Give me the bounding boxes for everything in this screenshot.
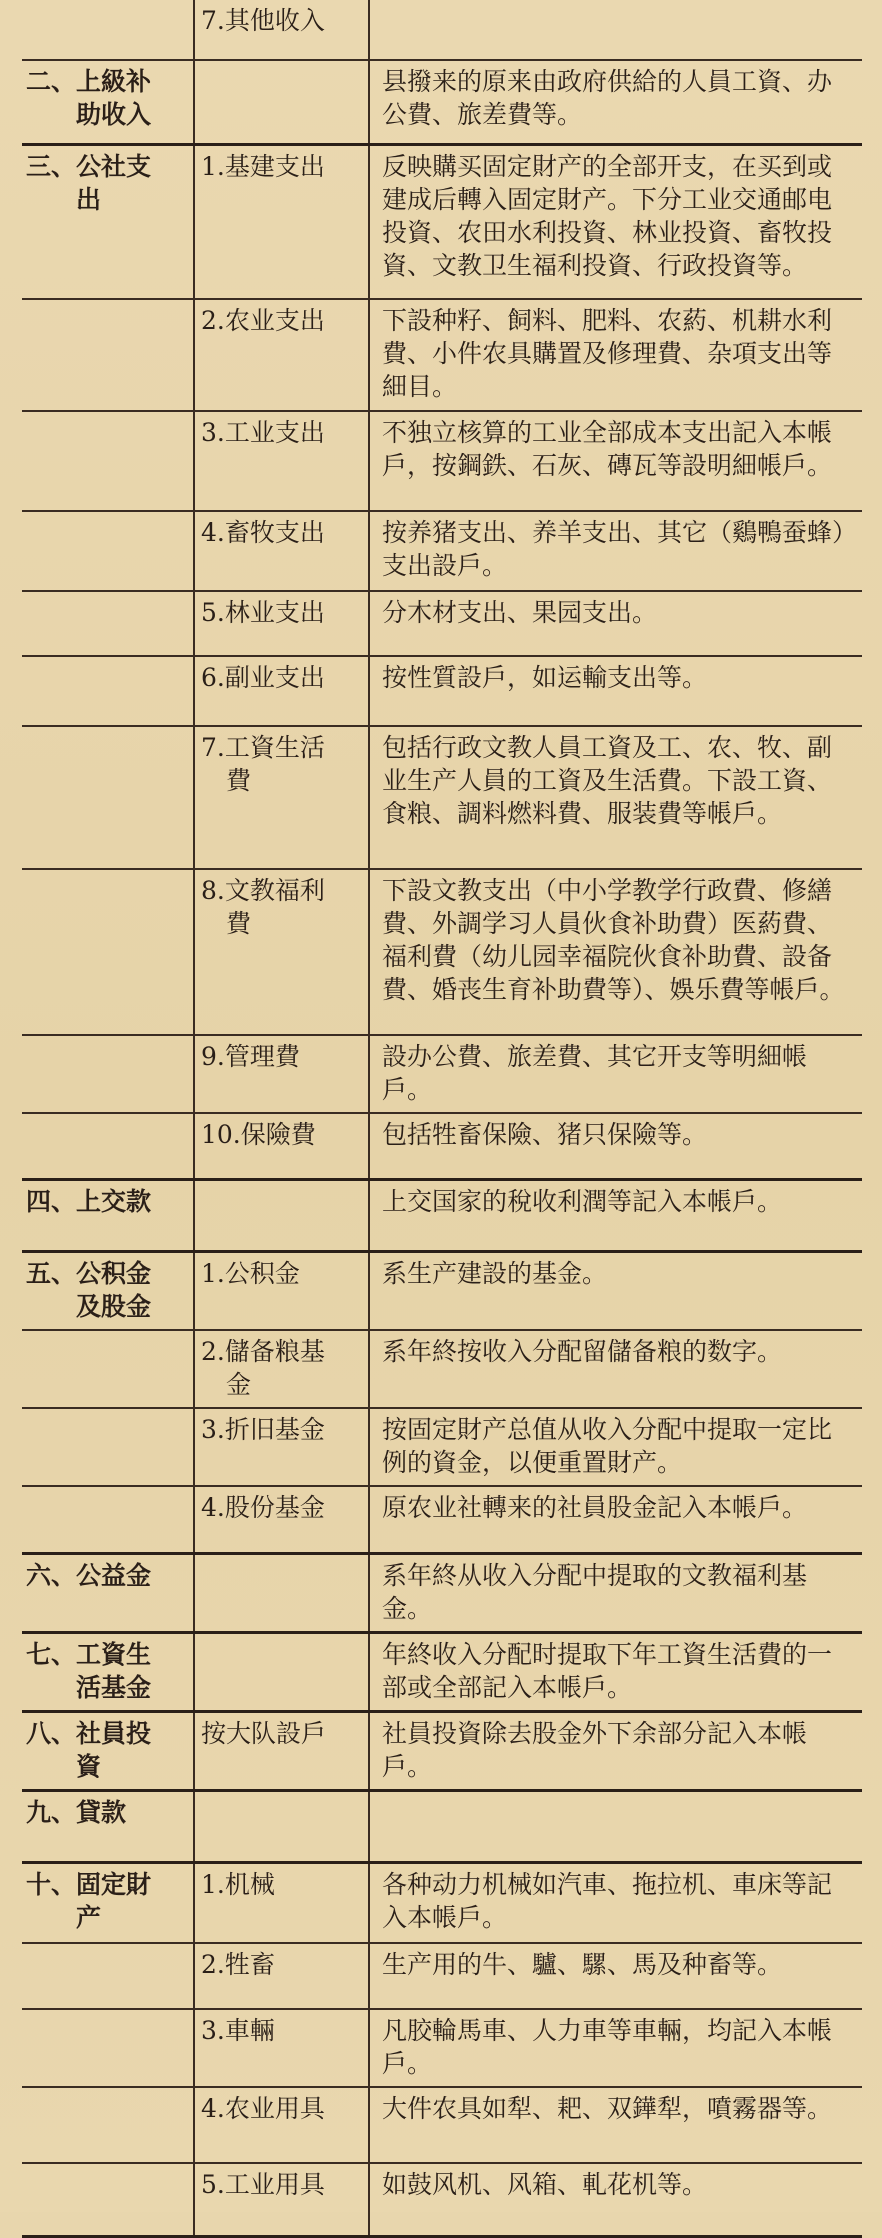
sub-item-name: 2.儲备粮基 金: [201, 1336, 325, 1399]
description: 下設文教支出（中小学教学行政費、修繕費、外調学习人員伙食补助費）医葯費、福利費（幼儿园幸福院伙食补助費、設备費、婚丧生育补助費等）、娛乐費等帳戶。: [382, 876, 845, 1004]
sub-item-name: 按大队設戶: [201, 1719, 327, 1748]
table-row: [22, 1330, 862, 1408]
section-name: 四、上交款: [26, 1186, 152, 1216]
description: 年終收入分配时提取下年工資生活費的一部或全部記入本帳戶。: [382, 1640, 833, 1702]
description: 不独立核算的工业全部成本支出記入本帳戶，按鋼鉄、石灰、磚瓦等設明細帳戶。: [382, 418, 833, 480]
section-name: 三、公社支 出: [26, 151, 152, 214]
section-name: [22, 1331, 193, 1341]
table-row: [22, 60, 862, 144]
section-name: [22, 657, 193, 667]
table-row: [22, 511, 862, 591]
section-name: [22, 592, 193, 602]
sub-item-name: 1.公积金: [201, 1258, 300, 1288]
sub-item-name: 3.車輛: [201, 2015, 275, 2045]
sub-item-name: 9.管理費: [201, 1042, 300, 1071]
description: 生产用的牛、驢、騾、馬及种畜等。: [382, 1949, 783, 1979]
table-row: [22, 299, 862, 411]
description: 凡胶輪馬車、人力車等車輛，均記入本帳戶。: [382, 2015, 833, 2078]
table-row: [22, 1408, 862, 1486]
table-row: [22, 1179, 862, 1251]
table-row: [22, 1035, 862, 1113]
table-row: [22, 1791, 862, 1863]
section-name: [22, 300, 193, 310]
description: 大件农具如犁、耙、双鏵犁，噴霧器等。: [382, 2093, 833, 2123]
table-row: [22, 591, 862, 656]
section-name: 十、固定財 产: [26, 1870, 152, 1932]
section-name: [22, 727, 193, 737]
section-name: [22, 0, 193, 10]
section-name: [22, 412, 193, 422]
section-name: [22, 2088, 193, 2098]
table-row: [22, 0, 862, 60]
table-row: [22, 411, 862, 511]
section-name: 二、上級补 助收入: [26, 67, 152, 129]
sub-item-name: [195, 1555, 368, 1565]
description: 包括牲畜保險、猪只保險等。: [382, 1120, 708, 1149]
sub-item-name: 8.文教福利 費: [201, 876, 325, 938]
description: [370, 0, 862, 10]
sub-item-name: 1.机械: [201, 1870, 275, 1899]
section-name: [22, 1114, 193, 1124]
table-row: [22, 1486, 862, 1554]
description: 包括行政文教人員工資及工、农、牧、副业生产人員的工資及生活費。下設工資、食粮、調料燃料費、服装費等帳戶。: [382, 733, 833, 828]
description: 設办公費、旅差費、其它开支等明細帳戶。: [382, 1042, 808, 1104]
sub-item-name: 2.牲畜: [201, 1949, 275, 1979]
description: 各种动力机械如汽車、拖拉机、車床等記入本帳戶。: [382, 1870, 833, 1932]
section-name: 六、公益金: [26, 1561, 152, 1590]
table-row: [22, 1554, 862, 1633]
sub-item-name: 3.折旧基金: [201, 1414, 325, 1444]
sub-item-name: 5.工业用具: [201, 2169, 325, 2199]
section-name: 八、社員投 資: [26, 1719, 152, 1781]
section-name: [22, 1409, 193, 1419]
table-row: [22, 144, 862, 299]
description: 如鼓风机、风箱、軋花机等。: [382, 2169, 708, 2199]
table-row: [22, 656, 862, 726]
account-table-body: [22, 0, 862, 2237]
description: 系生产建設的基金。: [382, 1258, 608, 1288]
description: 原农业社轉来的社員股金記入本帳戶。: [382, 1492, 808, 1522]
description: 上交国家的稅收利潤等記入本帳戶。: [382, 1186, 783, 1216]
table-row: [22, 1251, 862, 1330]
description: 按养猪支出、养羊支出、其它（鷄鴨蚕蜂）支出設戶。: [382, 518, 845, 580]
sub-item-name: 4.畜牧支出: [201, 518, 325, 547]
table-row: [22, 2163, 862, 2237]
sub-item-name: 4.股份基金: [201, 1492, 325, 1522]
description: 按固定財产总值从收入分配中提取一定比例的資金，以便重置財产。: [382, 1414, 833, 1477]
section-name: [22, 2010, 193, 2020]
section-name: [22, 512, 193, 522]
section-name: 九、貸款: [26, 1798, 127, 1827]
table-row: [22, 726, 862, 869]
sub-item-name: 10.保險費: [201, 1120, 316, 1149]
table-row: [22, 1712, 862, 1791]
section-name: [22, 870, 193, 880]
table-row: [22, 1863, 862, 1943]
description: 县撥来的原来由政府供給的人員工資、办公費、旅差費等。: [382, 67, 833, 129]
section-name: [22, 1487, 193, 1497]
account-table: [22, 0, 862, 2238]
description: [370, 1792, 862, 1802]
table-row: [22, 2087, 862, 2163]
sub-item-name: 4.农业用具: [201, 2093, 325, 2123]
sub-item-name: 5.林业支出: [201, 598, 325, 627]
sub-item-name: 7.其他收入: [201, 6, 325, 35]
table-row: [22, 1113, 862, 1179]
table-row: [22, 2009, 862, 2087]
sub-item-name: 6.副业支出: [201, 663, 325, 692]
sub-item-name: 1.基建支出: [201, 151, 325, 181]
sub-item-name: 3.工业支出: [201, 418, 325, 447]
section-name: 五、公积金 及股金: [26, 1258, 152, 1321]
section-name: [22, 2164, 193, 2174]
table-row: [22, 869, 862, 1035]
description: 按性質設戶，如运輸支出等。: [382, 663, 708, 692]
sub-item-name: 7.工資生活 費: [201, 733, 325, 795]
section-name: 七、工資生 活基金: [26, 1640, 152, 1702]
sub-item-name: [195, 1181, 368, 1191]
table-row: [22, 1943, 862, 2009]
sub-item-name: [195, 61, 368, 71]
description: 社員投資除去股金外下余部分記入本帳戶。: [382, 1719, 808, 1781]
sub-item-name: [195, 1634, 368, 1644]
section-name: [22, 1036, 193, 1046]
sub-item-name: [195, 1792, 368, 1802]
description: 下設种籽、飼料、肥料、农葯、机耕水利費、小件农具購置及修理費、杂項支出等細目。: [382, 306, 833, 401]
section-name: [22, 1944, 193, 1954]
table-row: [22, 1633, 862, 1712]
description: 分木材支出、果园支出。: [382, 598, 658, 627]
sub-item-name: 2.农业支出: [201, 306, 325, 335]
description: 系年終按收入分配留儲备粮的数字。: [382, 1336, 783, 1366]
description: 反映購买固定財产的全部开支，在买到或建成后轉入固定財产。下分工业交通邮电投資、农田水利投資、林业投資、畜牧投資、文教卫生福利投資、行政投資等。: [382, 151, 833, 280]
description: 系年終从收入分配中提取的文教福利基金。: [382, 1561, 808, 1623]
